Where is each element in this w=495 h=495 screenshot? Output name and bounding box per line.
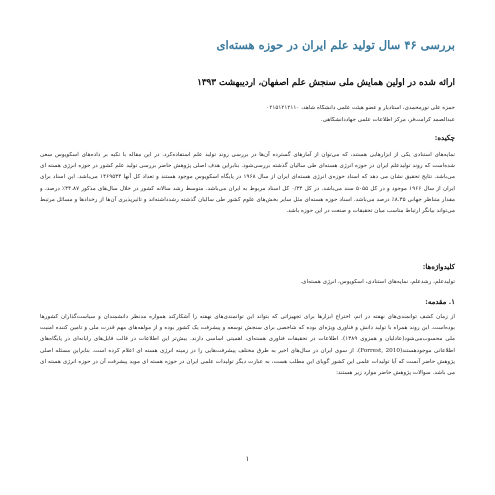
keywords-text: تولیدعلم، رشدعلم، نماپه‌های استنادی، اسکوپوس، انرژی هسته‌ای. <box>300 279 455 285</box>
intro-heading: ۱. مقدمه: <box>425 297 455 306</box>
author-line-1: حمزه علی نورمحمدی، استادیار و عضو هیئت علمی دانشگاه شاهد، ۰۲۱۵۱۲۱۲۱۱۰ <box>266 105 455 111</box>
document-title: بررسی ۴۶ سال تولید علم ایران در حوزه هسته‌ای <box>216 38 455 52</box>
intro-text: از زمان کشف توانمندی‌های نهفته در اتم، اختراع ابزارها برای تجهیزاتی که بتواند این توانمندی‌های نهفته را آشکارکند همواره مدنظر دانشمندان و سیاست‌گذاران کشورها بوده‌است. این روند همراه با تولید دانش و فناوری ویژه‌ای بوده که شاخصی برای سنجش توسعه و پیشرفت یک کشور بوده و از مولفه‌های مهم قدرت ملی و تامین کننده امنیت ملی محسوب‌می‌شود(عادلیان و همزوی ۱۳۸۹). اطلاعات در تحقیقات فناوری هسته‌ای، اهمیتی اساسی دارند. بیش‌تر این اطلاعات در قالب فایل‌های رایانه‌ای در پایگاه‌های اطلاعاتی موجودهستند(Forrest, 2010). از سوی ایران در سال‌های اخیر به طرق مختلف پیشرفت‌هایی را در زمینه انرژی هسته ای اعلام کرده است. بنابراین مسئله اصلی پژوهش حاضر آنست که آیا تولیدات علمی این کشور گویای این مطلب هست، به عبارت دیگر تولیدات علمی ایران در حوزه هسته ای مويد پیشرفت آن در حوزه انرژی هسته ای می باشد. سوالات پژوهش حاضر موارد زیر هستند: <box>40 314 455 377</box>
page-number: ۱ <box>245 455 250 463</box>
document-subtitle: ارائه شده در اولین همایش ملی سنجش علم اصفهان، اردیبهشت ۱۳۹۳ <box>197 78 455 88</box>
keywords-heading: کلیدواژه‌ها: <box>422 262 455 271</box>
abstract-heading: چکیده: <box>434 133 455 142</box>
author-line-2: عبدالصمد کرامت‌فر، مرکز اطلاعات علمی جهاددانشگاهی. <box>320 117 455 123</box>
abstract-text: نماپه‌های استنادی یکی از ابزارهایی هستند، که می‌توان از آمارهای گسترده آن‌ها در بررسی روند تولید علم استفاده‌کرد. در این مقاله با تکیه بر داده‌های اسکوپوس سعی شده‌است که روند تولیدعلم ایران در حوزه انرژی هسته‌ای طی سالیان گذشته بررسی‌شود. بنابراین هدف اصلی پژوهش حاضر بررسی تولید علم کشور در حوزه انرژی هسته ای می‌باشد. نتایج تحقیق نشان می دهد که اسناد حوزه‌ی انرژی هسته‌ای ایران از سال ۱۹۶۸ در پایگاه اسکوپوس موجود هستند و تعداد کل آنها ۱۴۶۹۵۳۴ می‌باشد. این اسناد برای ایران از سال ۱۹۶۶ موجود و در کل ۵۰۵۵ سند می‌باشد. در کل ۰/۳۴ کل اسناد مربوط به ایران می‌باشد. متوسط رشد سالانه کشور در خلال سال‌های مذکور ۳۴.۸۷٪ درصد، و مقدار متناظر جهانی ۸.۳۵٪ درصد می‌باشد. اسناد حوزه هسته‌ای مثل سایر بخش‌های علوم کشور طی سالیان گذشته رشدداشته‌اند و تاثیرپذیری آن‌ها از رخدادها و مسائل مرتبط می‌تواند بیانگر ارتباط مناسب میان تحقیقات و صنعت در این حوزه باشد. <box>40 152 455 215</box>
